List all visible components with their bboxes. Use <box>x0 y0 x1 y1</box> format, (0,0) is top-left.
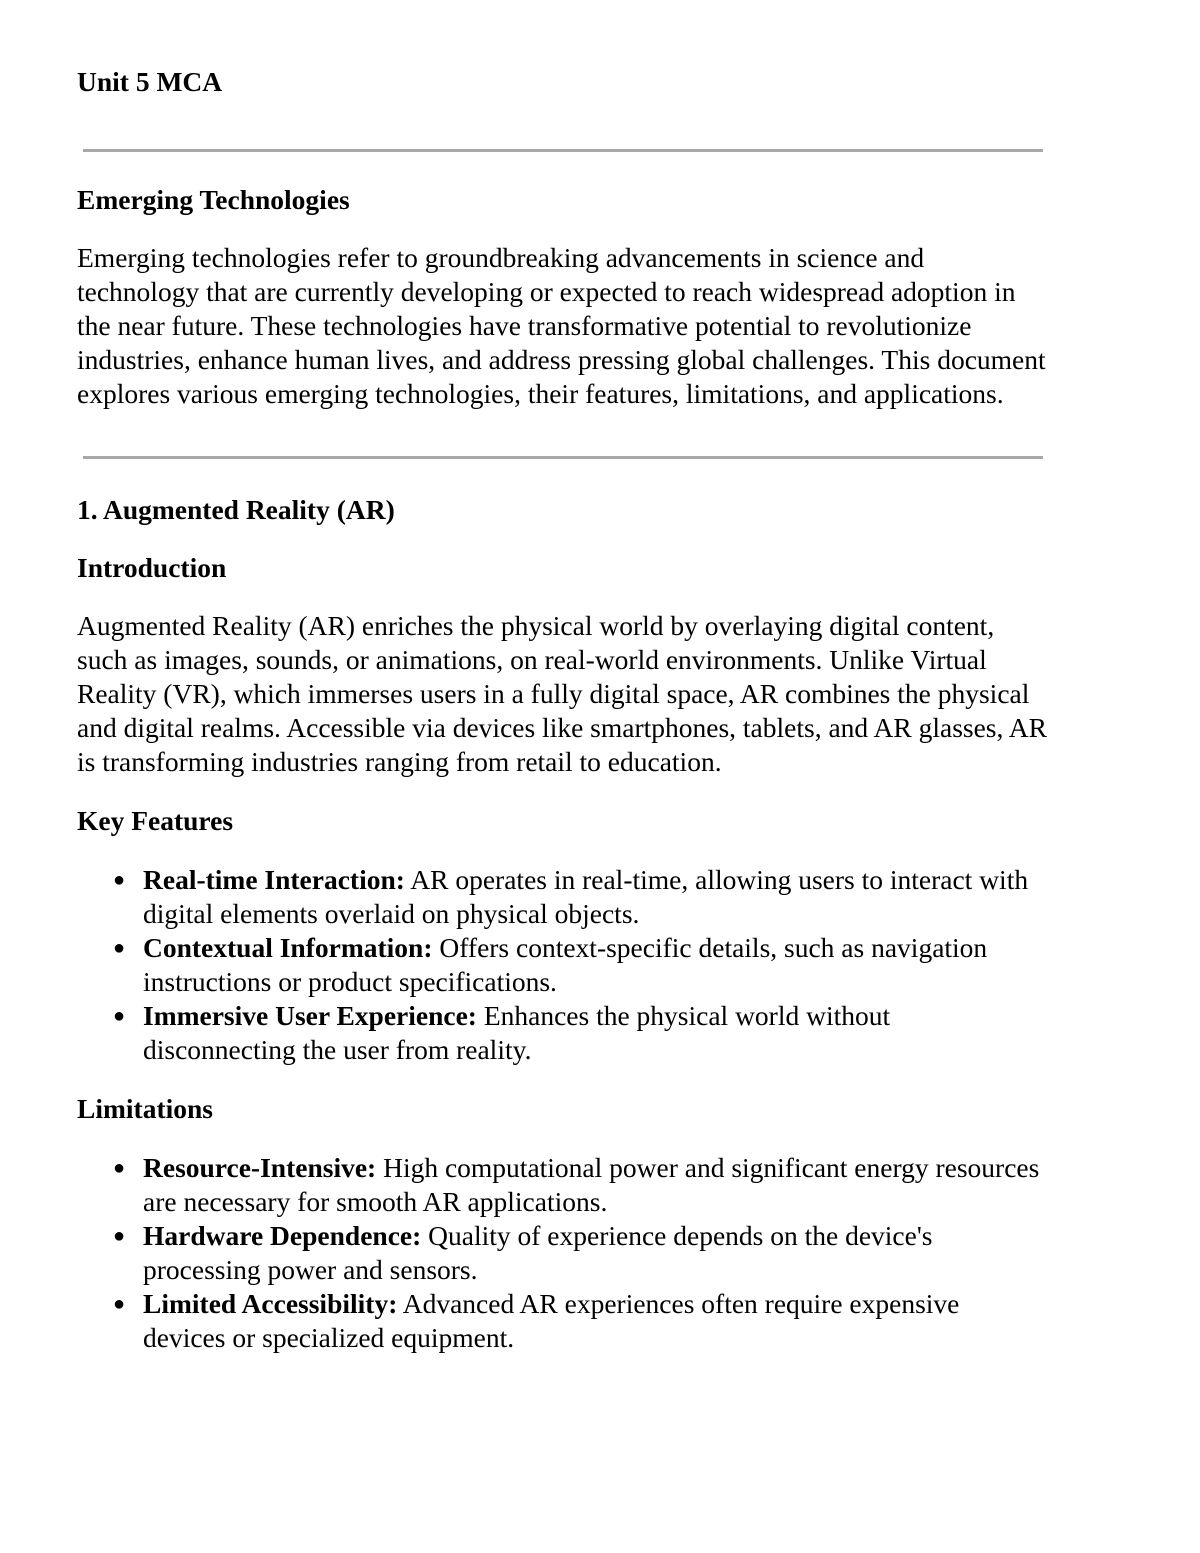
list-item <box>113 1219 1047 1287</box>
list-item <box>113 931 1047 999</box>
bullet-icon: ● <box>113 937 126 959</box>
key-features-heading: Key Features <box>77 805 234 836</box>
list-item <box>113 999 1047 1067</box>
bullet-icon: ● <box>113 1225 126 1247</box>
document-page <box>77 60 1047 1355</box>
document-title: Unit 5 MCA <box>77 66 223 97</box>
limitation-text: Advanced AR experiences often require expensive devices or specialized equipment. <box>143 1288 960 1353</box>
limitations-heading: Limitations <box>77 1093 213 1124</box>
limitations-list <box>77 1151 1047 1355</box>
list-item <box>113 1151 1047 1219</box>
feature-term: Real-time Interaction: <box>143 864 405 895</box>
bullet-icon: ● <box>113 869 126 891</box>
intro-paragraph: Emerging technologies refer to groundbreaking advancements in science and technology that are currently developing or expected to reach widespread adoption in the near future. These technologies have transformative potential to revolutionize industries, enhance human lives, and address pressing global challenges. This document explores various emerging technologies, their features, limitations, and applications. <box>77 242 1046 409</box>
limitation-text: High computational power and significant energy resources are necessary for smooth AR applications. <box>143 1152 1040 1217</box>
limitation-text: Quality of experience depends on the device's processing power and sensors. <box>143 1220 933 1285</box>
section-heading: 1. Augmented Reality (AR) <box>77 494 395 525</box>
introduction-heading: Introduction <box>77 552 227 583</box>
introduction-paragraph: Augmented Reality (AR) enriches the physical world by overlaying digital content, such as images, sounds, or animations, on real-world environments. Unlike Virtual Reality (VR), which immerses users in a fully digital space, AR combines the physical and digital realms. Accessible via devices like smartphones, tablets, and AR glasses, AR is transforming industries ranging from retail to education. <box>77 610 1047 777</box>
bullet-icon: ● <box>113 1157 126 1179</box>
limitation-term: Hardware Dependence: <box>143 1220 422 1251</box>
intro-heading: Emerging Technologies <box>77 184 350 215</box>
feature-text: AR operates in real-time, allowing users to interact with digital elements overlaid on physical objects. <box>143 864 1029 929</box>
list-item <box>113 863 1047 931</box>
feature-text: Enhances the physical world without disconnecting the user from reality. <box>143 1000 891 1065</box>
feature-term: Contextual Information: <box>143 932 433 963</box>
limitation-term: Limited Accessibility: <box>143 1288 398 1319</box>
limitation-term: Resource-Intensive: <box>143 1152 377 1183</box>
feature-text: Offers context-specific details, such as navigation instructions or product specifications. <box>143 932 988 997</box>
list-item <box>113 1287 1047 1355</box>
bullet-icon: ● <box>113 1005 126 1027</box>
feature-term: Immersive User Experience: <box>143 1000 477 1031</box>
bullet-icon: ● <box>113 1293 126 1315</box>
key-features-list <box>77 863 1047 1067</box>
